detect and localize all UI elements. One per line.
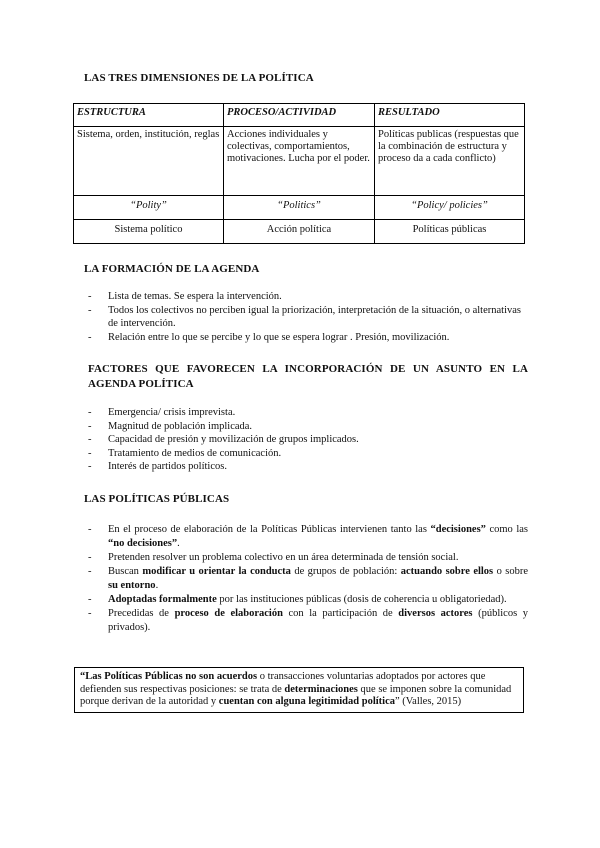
table-cell: Sistema, orden, institución, reglas	[74, 127, 224, 196]
table-header: ESTRUCTURA	[74, 104, 224, 127]
list-item: - Capacidad de presión y movilización de grupos implicados.	[88, 433, 508, 447]
table-cell: “Polity”	[74, 196, 224, 220]
table-header: PROCESO/ACTIVIDAD	[224, 104, 375, 127]
list-item: - Precedidas de proceso de elaboración con la participación de diversos actores (públicos y privados).	[88, 607, 528, 635]
table-cell: “Policy/ policies”	[375, 196, 525, 220]
table-cell: “Politics”	[224, 196, 375, 220]
list-item: - Magnitud de población implicada.	[88, 420, 508, 434]
list-item: - Lista de temas. Se espera la intervención.	[88, 290, 528, 304]
politicas-list	[88, 523, 528, 635]
list-item: - Todos los colectivos no perciben igual la priorización, interpretación de la situación, o alternativas de intervención.	[88, 304, 528, 331]
list-item: - Pretenden resolver un problema colectivo en un área determinada de tensión social.	[88, 551, 528, 565]
table-row	[74, 127, 525, 196]
table-cell: Sistema político	[74, 220, 224, 244]
table-cell: Acciones individuales y colectivas, comportamientos, motivaciones. Lucha por el poder.	[224, 127, 375, 196]
list-item: - Relación entre lo que se percibe y lo que se espera lograr . Presión, movilización.	[88, 331, 528, 345]
list-item: - En el proceso de elaboración de la Políticas Públicas intervienen tanto las “decisiones” como las “no decisiones”.	[88, 523, 528, 551]
table-row	[74, 196, 525, 220]
table-cell: Políticas públicas	[375, 220, 525, 244]
list-item: - Buscan modificar u orientar la conducta de grupos de población: actuando sobre ellos o sobre su entorno.	[88, 565, 528, 593]
section-title-factores: FACTORES QUE FAVORECEN LA INCORPORACIÓN DE UN ASUNTO EN LA AGENDA POLÍTICA	[88, 363, 528, 390]
list-item: - Adoptadas formalmente por las instituciones públicas (dosis de coherencia u obligatoriedad).	[88, 593, 528, 607]
agenda-list	[88, 290, 528, 344]
section-title-politicas: LAS POLÍTICAS PÚBLICAS	[84, 493, 230, 505]
list-item: - Emergencia/ crisis imprevista.	[88, 406, 508, 420]
definition-quote-box: “Las Políticas Públicas no son acuerdos o transacciones voluntarias adoptados por actores que defienden sus respectivas posiciones: se trata de determinaciones que se imponen sobre la comunidad porque derivan de la autoridad y cuentan con alguna legitimidad política” (Valles, 2015)	[74, 667, 524, 713]
table-header-row	[74, 104, 525, 127]
table-cell: Políticas publicas (respuestas que la combinación de estructura y proceso da a cada conflicto)	[375, 127, 525, 196]
section-title-agenda: LA FORMACIÓN DE LA AGENDA	[84, 263, 260, 275]
table-header: RESULTADO	[375, 104, 525, 127]
table-row	[74, 220, 525, 244]
list-item: - Interés de partidos políticos.	[88, 460, 508, 474]
table-cell: Acción política	[224, 220, 375, 244]
dimensions-table	[73, 103, 525, 244]
section-title-dimensiones: LAS TRES DIMENSIONES DE LA POLÍTICA	[84, 72, 314, 84]
list-item: - Tratamiento de medios de comunicación.	[88, 447, 508, 461]
factores-list	[88, 406, 508, 474]
